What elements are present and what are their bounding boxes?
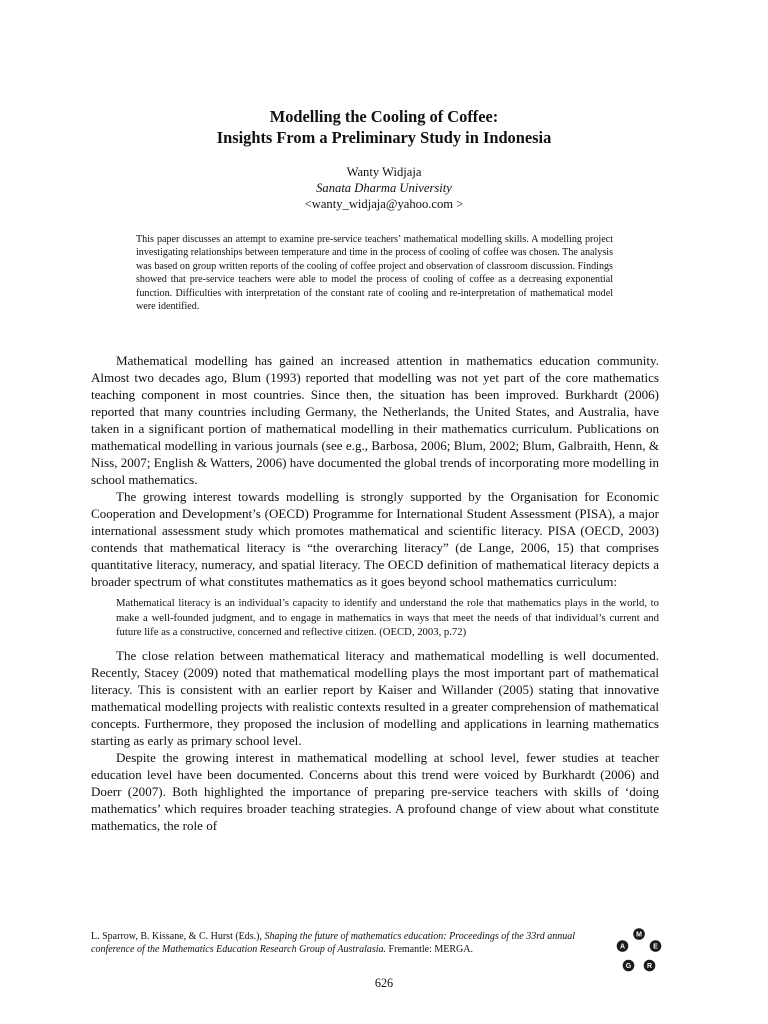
author-name: Wanty Widjaja: [346, 165, 422, 179]
paragraph-1: Mathematical modelling has gained an increased attention in mathematics education community. Almost two decades ago, Blum (1993) reported that modelling was not yet part of the core mathematics teaching component in most countries. Since then, the situation has been improved. Burkhardt (2006) reported that many countries including Germany, the Netherlands, the United States, and Australia, have taken in a significant portion of mathematical modelling in their mathematics curriculum. Publications on mathematical modelling in various journals (see e.g., Barbosa, 2006; Blum, 2002; Blum, Galbraith, Henn, & Niss, 2007; English & Watters, 2006) have documented the global trends of incorporating more modelling in school mathematics.: [91, 353, 659, 487]
footer-citation: [91, 930, 611, 956]
abstract: This paper discusses an attempt to examine pre-service teachers’ mathematical modelling skills. A modelling project investigating relationships between temperature and time in the process of cooling of coffee was chosen. The analysis was based on group written reports of the cooling of coffee project and observation of classroom discussion. Findings showed that pre-service teachers were able to model the process of cooling of coffee as a decreasing exponential function. Difficulties with interpretation of the constant rate of cooling and re-interpretation of mathematical model were identified.: [136, 234, 613, 313]
footer-editors: L. Sparrow, B. Kissane, & C. Hurst (Eds.),: [91, 931, 263, 942]
page-number: 626: [374, 976, 394, 990]
merga-logo: [616, 928, 662, 974]
logo-letter-5: A: [619, 943, 626, 951]
logo-letter-4: G: [625, 963, 632, 970]
title-line-2: Insights From a Preliminary Study in Indonesia: [216, 128, 552, 147]
block-quote: Mathematical literacy is an individual’s capacity to identify and understand the role that mathematics plays in the world, to make a well-founded judgment, and to engage in mathematics in ways that meet the needs of that individual’s current and future life as a constructive, concerned and reflective citizen. (OECD, 2003, p.72): [116, 597, 659, 639]
paragraph-3: The close relation between mathematical literacy and mathematical modelling is well documented. Recently, Stacey (2009) noted that mathematical modelling plays the most important part of mathematical literacy. This is consistent with an earlier report by Kaiser and Willander (2005) stating that innovative mathematical modelling projects with realistic contexts resulted in a greater comprehension of mathematical concepts. Furthermore, they proposed the inclusion of modelling and applications in learning mathematics starting as early as primary school level.: [91, 648, 659, 749]
footer-publisher: Fremantle: MERGA.: [388, 944, 473, 956]
body-text: [91, 352, 659, 834]
author-affiliation: Sanata Dharma University: [316, 181, 452, 195]
author-email: <wanty_widjaja@yahoo.com >: [304, 197, 464, 211]
paragraph-2: The growing interest towards modelling is strongly supported by the Organisation for Economic Cooperation and Development’s (OECD) Programme for International Student Assessment (PISA), a major international assessment study which promotes mathematical and scientific literacy. PISA (OECD, 2003) contends that mathematical literacy is “the overarching literacy” (de Lange, 2006, 15) that comprises quantitative literacy, numeracy, and spatial literacy. The OECD definition of mathematical literacy depicts a broader spectrum of what constitutes mathematics as it goes beyond school mathematics curriculum:: [91, 489, 659, 589]
paper-title: [90, 106, 678, 148]
paragraph-4: Despite the growing interest in mathematical modelling at school level, fewer studies at teacher education level have been documented. Concerns about this trend were voiced by Burkhardt (2006) and Doerr (2007). Both highlighted the importance of preparing pre-service teachers with skills of ‘doing mathematics’ which requires broader teaching strategies. A profound change of view about what constitute mathematics, the role of: [91, 750, 659, 834]
title-line-1: Modelling the Cooling of Coffee:: [269, 107, 499, 126]
author-block: [90, 164, 678, 212]
footer-proceedings: Shaping the future of mathematics education: Proceedings of the 33rd annual conference of the Mathematics Education Research Group of Australasia.: [91, 931, 576, 956]
logo-letter-3: R: [646, 963, 653, 970]
logo-letter-1: M: [636, 931, 642, 939]
logo-letter-2: E: [653, 943, 658, 951]
